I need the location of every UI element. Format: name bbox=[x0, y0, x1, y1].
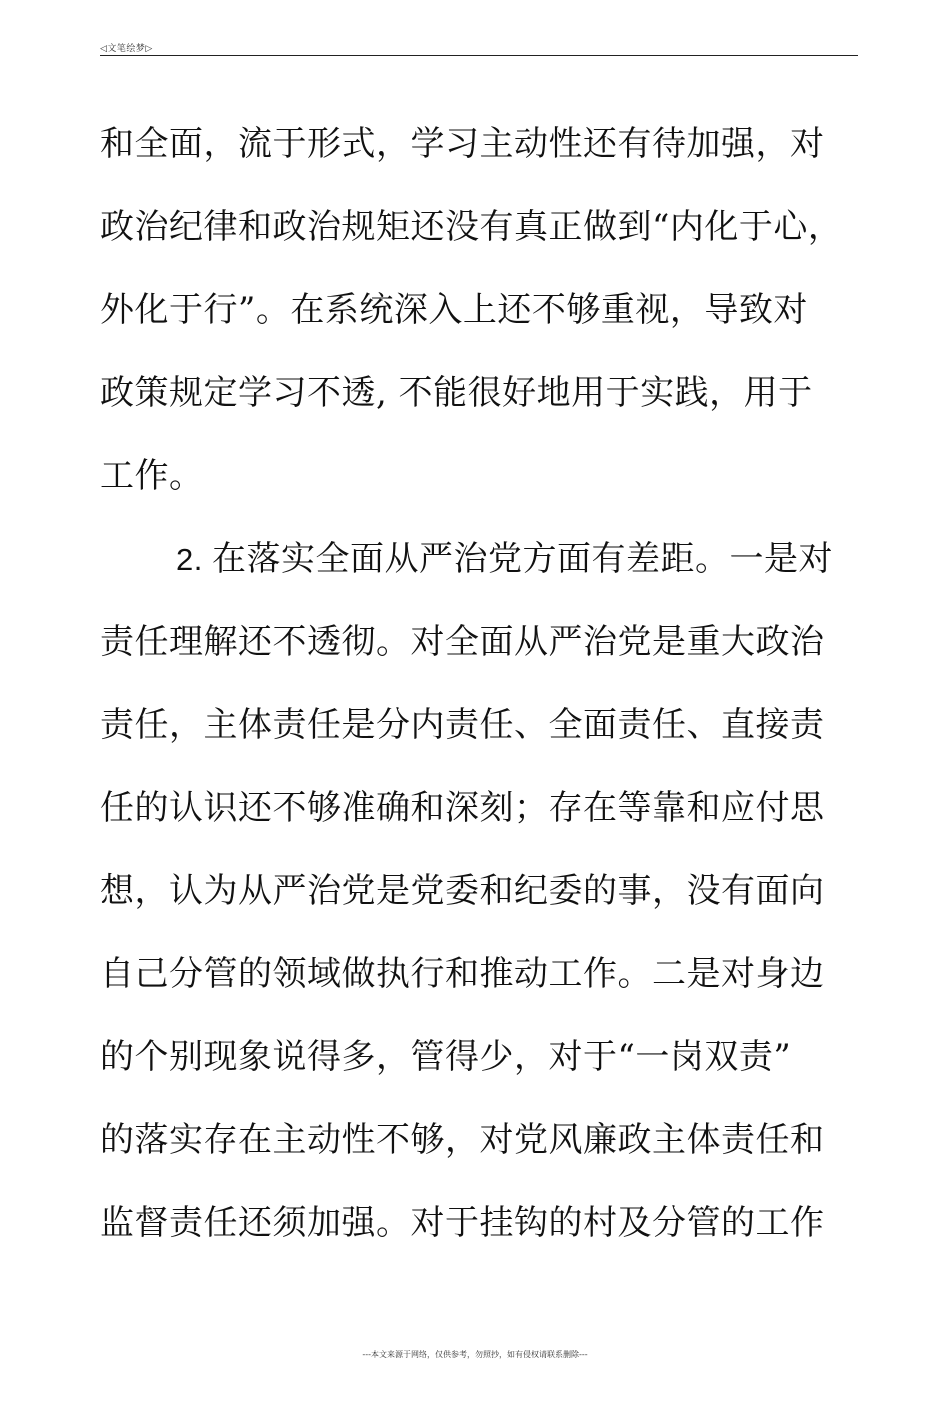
body-line: 责任理解还不透彻。对全面从严治党是重大政治 bbox=[100, 622, 825, 662]
body-line: 自己分管的领域做执行和推动工作。二是对身边 bbox=[100, 954, 825, 994]
body-line: 政策规定学习不透, 不能很好地用于实践，用于 bbox=[100, 373, 813, 413]
body-line: 监督责任还须加强。对于挂钩的村及分管的工作 bbox=[100, 1203, 825, 1243]
body-line: 的落实存在主动性不够，对党风廉政主体责任和 bbox=[100, 1120, 825, 1160]
item-number: 2. bbox=[176, 542, 212, 577]
body-line: 外化于行”。在系统深入上还不够重视，导致对 bbox=[100, 290, 808, 330]
body-line: 任的认识还不够准确和深刻；存在等靠和应付思 bbox=[100, 788, 825, 828]
body-line: 的个别现象说得多，管得少，对于“一岗双责” bbox=[100, 1037, 792, 1077]
body-line: 想，认为从严治党是党委和纪委的事，没有面向 bbox=[100, 871, 825, 911]
page-footer: ---本文来源于网络，仅供参考，勿照抄，如有侵权请联系删除--- bbox=[362, 1350, 588, 1359]
page-header: ◁文笔绘梦▷ bbox=[100, 44, 153, 54]
body-line: 工作。 bbox=[100, 456, 204, 496]
body-line: 政治纪律和政治规矩还没有真正做到“内化于心， bbox=[100, 207, 843, 247]
numbered-paragraph-start bbox=[100, 527, 858, 610]
body-line: 责任，主体责任是分内责任、全面责任、直接责 bbox=[100, 705, 825, 745]
body-line: 在落实全面从严治党方面有差距。一是对 bbox=[211, 539, 833, 579]
document-body bbox=[100, 112, 858, 1274]
body-line: 和全面，流于形式，学习主动性还有待加强，对 bbox=[100, 124, 825, 164]
header-divider bbox=[100, 55, 858, 56]
